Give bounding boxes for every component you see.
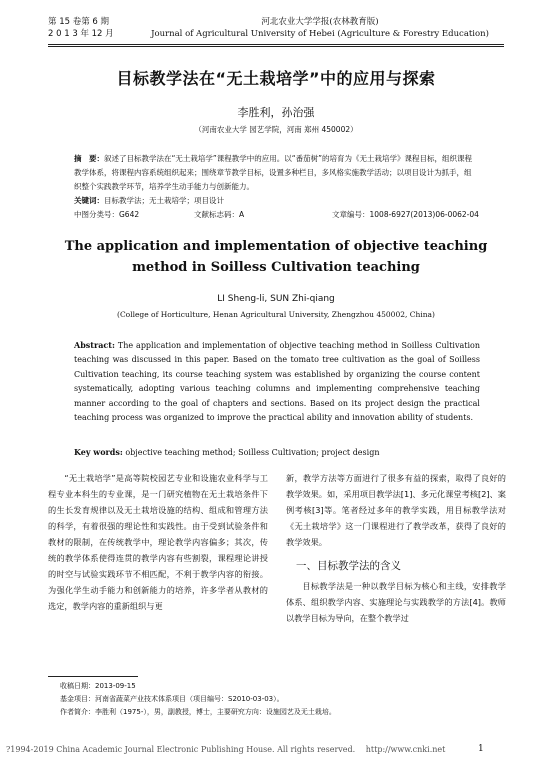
keywords-cn (74, 194, 478, 208)
date-line: 2 0 1 3 年 12 月 (48, 29, 114, 39)
abstract-en-label: Abstract: (74, 340, 115, 350)
affiliation-en: (College of Horticulture, Henan Agricultural University, Zhengzhou 450002, China) (117, 310, 435, 319)
keywords-en-text: objective teaching method; Soilless Cultivation; project design (125, 448, 380, 457)
keywords-cn-text: 目标教学法；无土栽培学；项目设计 (104, 196, 224, 205)
body-paragraph: 目标教学法是一种以教学目标为核心和主线，安排教学体系、组织教学内容、实施理论与实践教学的方法[4]。教师以教学目标为导向，在整个教学过 (286, 581, 506, 623)
article-id: 文章编号：1008-6927(2013)06-0062-04 (332, 210, 479, 219)
abstract-en (74, 338, 480, 425)
abstract-en-text: The application and implementation of objective teaching method in Soilless Cultivation teaching was discussed in this paper. Based on the tomato tree cultivation as the goal of Soilless Cultivation teaching, its course teaching system was established by organizing the course content systematically, adopting various teaching columns and implementing comprehensive teaching manner according to the goal of chapters and sections. Based on its project design the practical teaching process was organized to improve the practical ability and innovation ability of students. (74, 341, 480, 423)
journal-header (150, 16, 490, 40)
title-cn: 目标教学法在“无土栽培学”中的应用与探索 (116, 69, 436, 88)
journal-name-en: Journal of Agricultural University of Hebei (Agriculture & Forestry Education) (151, 29, 489, 39)
footnote (60, 680, 500, 719)
header-rule (48, 44, 504, 45)
authors-en: LI Sheng-li, SUN Zhi-qiang (217, 294, 335, 304)
body-column-right-lower (286, 578, 506, 626)
received-date: 收稿日期：2013-09-15 (60, 682, 136, 690)
footnote-rule (48, 676, 138, 677)
page-number: 1 (478, 744, 484, 754)
authors-cn: 李胜利，孙治强 (237, 106, 315, 119)
section-heading: 一、目标教学法的含义 (296, 560, 401, 572)
document-code: 文献标志码：A (194, 210, 245, 219)
abstract-cn-label: 摘 要： (74, 154, 104, 163)
volume-line: 第 15 卷第 6 期 (48, 17, 110, 27)
abstract-cn (74, 152, 478, 208)
fund-info: 基金项目：河南省蔬菜产业技术体系项目（项目编号：S2010-03-03）。 (60, 695, 284, 703)
affiliation-cn: （河南农业大学 园艺学院，河南 郑州 450002） (194, 125, 358, 134)
journal-name-cn: 河北农业大学学报(农林教育版) (261, 17, 379, 27)
abstract-cn-text: 叙述了目标教学法在“无土栽培学”课程教学中的应用。以“番茄树”的培育为《无土栽培学》课程目标，组织课程教学体系，将课程内容系统组织起来；围绕章节教学目标，设置多种栏目，多风格实施教学活动；以项目设计为抓手，组织整个实践教学环节，培养学生动手能力与创新能力。 (74, 154, 473, 191)
header-rule-thin (48, 46, 504, 47)
body-column-left (48, 470, 268, 614)
body-paragraph: “无土栽培学”是高等院校园艺专业和设施农业科学与工程专业本科生的专业课，是一门研究植物在无土栽培条件下的生长发育规律以及无土栽培设施的结构、组成和管理方法的科学，有着很强的理论性和实践性。由于受到试验条件和教材的限制，在传统教学中，理论教学内容偏多；其次，传统的教学体系使得连贯的教学内容有些割裂，课程理论讲授的时空与试验实践环节不相匹配，不利于教学内容的衔接。为强化学生动手能力和创新能力的培养，许多学者从教材的选定，教学内容的重新组织与更 (48, 473, 268, 611)
keywords-cn-label: 关键词： (74, 196, 104, 205)
copyright-line: ?1994-2019 China Academic Journal Electronic Publishing House. All rights reserved. http://www.cnki.net (6, 745, 446, 754)
clc-number: 中图分类号：G642 (74, 210, 140, 219)
title-en: The application and implementation of objective teaching method in Soilless Cultivation teaching (64, 239, 488, 275)
keywords-en-label: Key words: (74, 447, 123, 457)
body-paragraph: 新，教学方法等方面进行了很多有益的探索，取得了良好的教学效果。如，采用项目教学法[1]、多元化课堂考核[2]、案例考核[3]等。笔者经过多年的教学实践，用目标教学法对《无土栽培学》这一门课程进行了教学改革，获得了良好的教学效果。 (286, 473, 506, 547)
issue-info (48, 16, 114, 40)
keywords-en (74, 447, 480, 457)
body-column-right (286, 470, 506, 550)
author-bio: 作者简介：李胜利（1975-），男，副教授，博士，主要研究方向：设施园艺及无土栽培。 (60, 708, 336, 716)
